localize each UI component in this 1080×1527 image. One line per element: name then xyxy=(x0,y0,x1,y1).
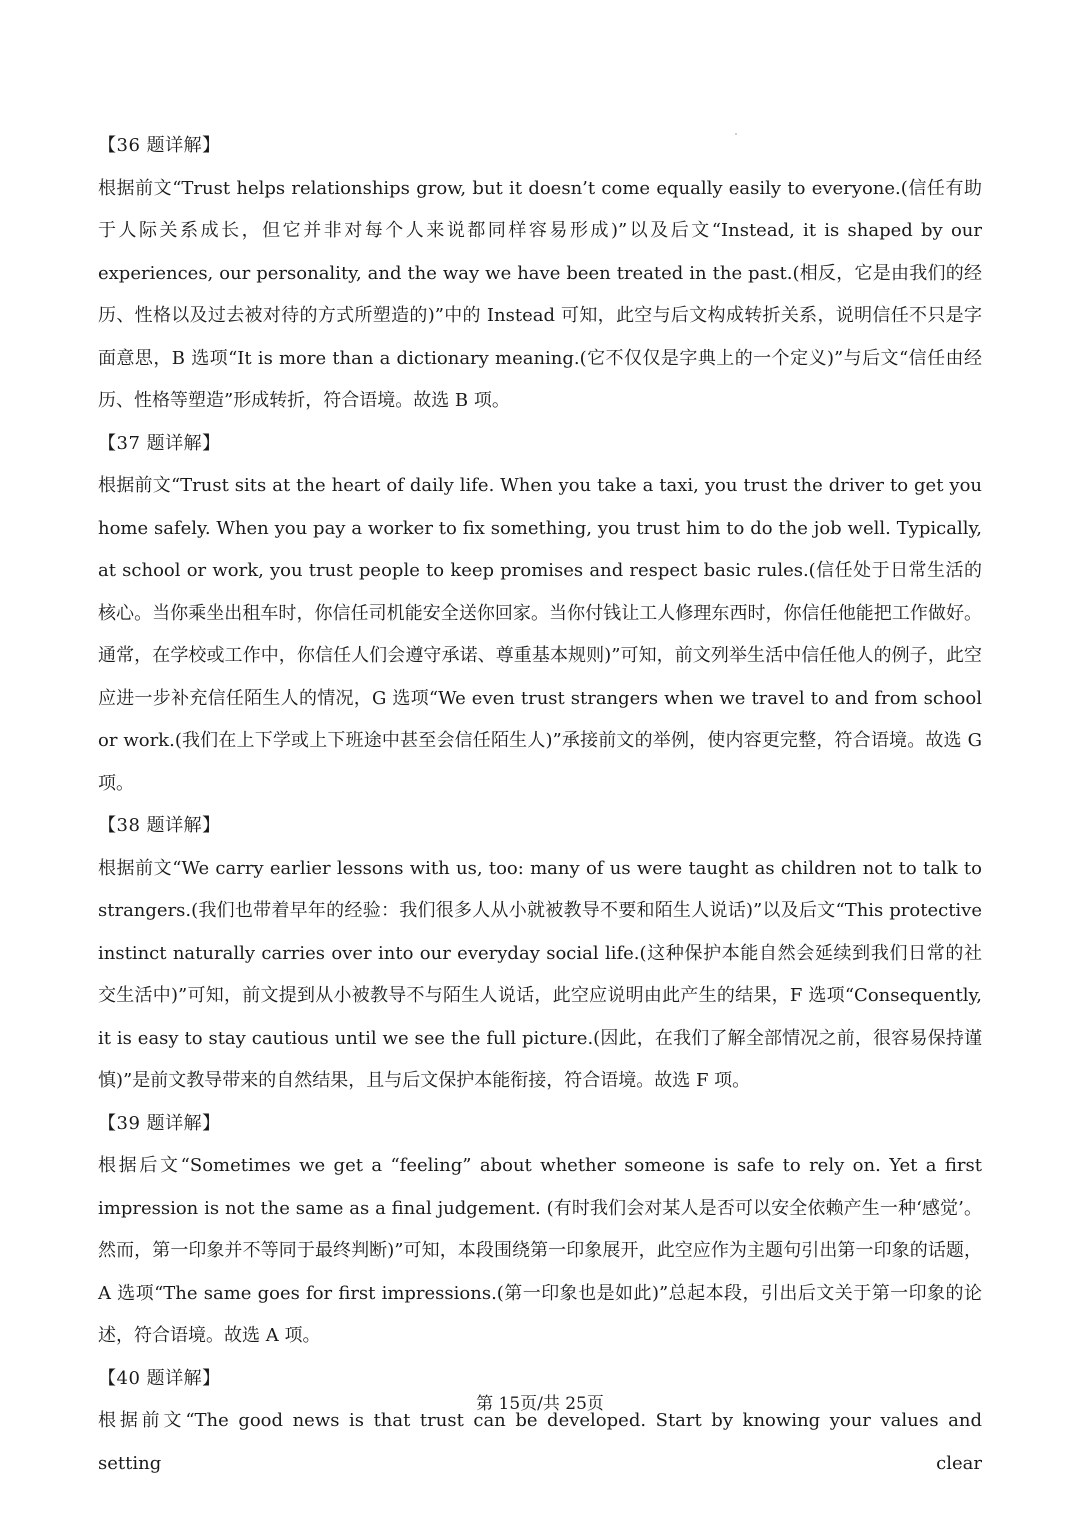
section-heading: 【36 题详解】 xyxy=(98,135,221,156)
section-39 xyxy=(98,1103,982,1358)
section-heading: 【38 题详解】 xyxy=(98,815,221,836)
page-number: 第 15页/共 25页 xyxy=(476,1394,604,1414)
section-text: 根据前文“Trust helps relationships grow, but it doesn’t come equally easily to everyone.(信任有助于人际关系成长，但它并非对每个人来说都同样容易形成)”以及后文“Instead, it is shaped by our experiences, our personality, and the way we have been treated in the past.(相反，它是由我们的经历、性格以及过去被对待的方式所塑造的)”中的 Instead 可知，此空与后文构成转折关系，说明信任不只是字面意思，B 选项“It is more than a dictionary meaning.(它不仅仅是字典上的一个定义)”与后文“信任由经历、性格等塑造”形成转折，符合语境。故选 B 项。 xyxy=(98,177,982,411)
section-40 xyxy=(98,1358,982,1486)
section-text: 根据后文“Sometimes we get a “feeling” about whether someone is safe to rely on. Yet a first impression is not the same as a final judgement. (有时我们会对某人是否可以安全依赖产生一种‘感觉’。然而，第一印象并不等同于最终判断)”可知，本段围绕第一印象展开，此空应作为主题句引出第一印象的话题，A 选项“The same goes for first impressions.(第一印象也是如此)”总起本段，引出后文关于第一印象的论述，符合语境。故选 A 项。 xyxy=(98,1155,982,1346)
section-36 xyxy=(98,125,982,423)
section-heading: 【40 题详解】 xyxy=(98,1367,221,1389)
section-text: 根据前文“The good news is that trust can be developed. Start by knowing your values and setting clear xyxy=(98,1410,982,1474)
section-heading: 【37 题详解】 xyxy=(98,432,221,454)
section-37 xyxy=(98,423,982,806)
document-body xyxy=(98,125,982,1485)
section-38 xyxy=(98,805,982,1103)
section-heading: 【39 题详解】 xyxy=(98,1112,221,1134)
section-text: 根据前文“Trust sits at the heart of daily life. When you take a taxi, you trust the driver to get you home safely. When you pay a worker to fix something, you trust him to do the job well. Typically, at school or work, you trust people to keep promises and respect basic rules.(信任处于日常生活的核心。当你乘坐出租车时，你信任司机能安全送你回家。当你付钱让工人修理东西时，你信任他能把工作做好。通常，在学校或工作中，你信任人们会遵守承诺、尊重基本规则)”可知，前文列举生活中信任他人的例子，此空应进一步补充信任陌生人的情况，G 选项“We even trust strangers when we travel to and from school or work.(我们在上下学或上下班途中甚至会信任陌生人)”承接前文的举例，使内容更完整，符合语境。故选 G 项。 xyxy=(98,475,982,794)
section-text: 根据前文“We carry earlier lessons with us, too: many of us were taught as children not to talk to strangers.(我们也带着早年的经验：我们很多人从小就被教导不要和陌生人说话)”以及后文“This protective instinct naturally carries over into our everyday social life.(这种保护本能自然会延续到我们日常的社交生活中)”可知，前文提到从小被教导不与陌生人说话，此空应说明由此产生的结果，F 选项“Consequently, it is easy to stay cautious until we see the full picture.(因此，在我们了解全部情况之前，很容易保持谨慎)”是前文教导带来的自然结果，且与后文保护本能衔接，符合语境。故选 F 项。 xyxy=(98,857,982,1091)
